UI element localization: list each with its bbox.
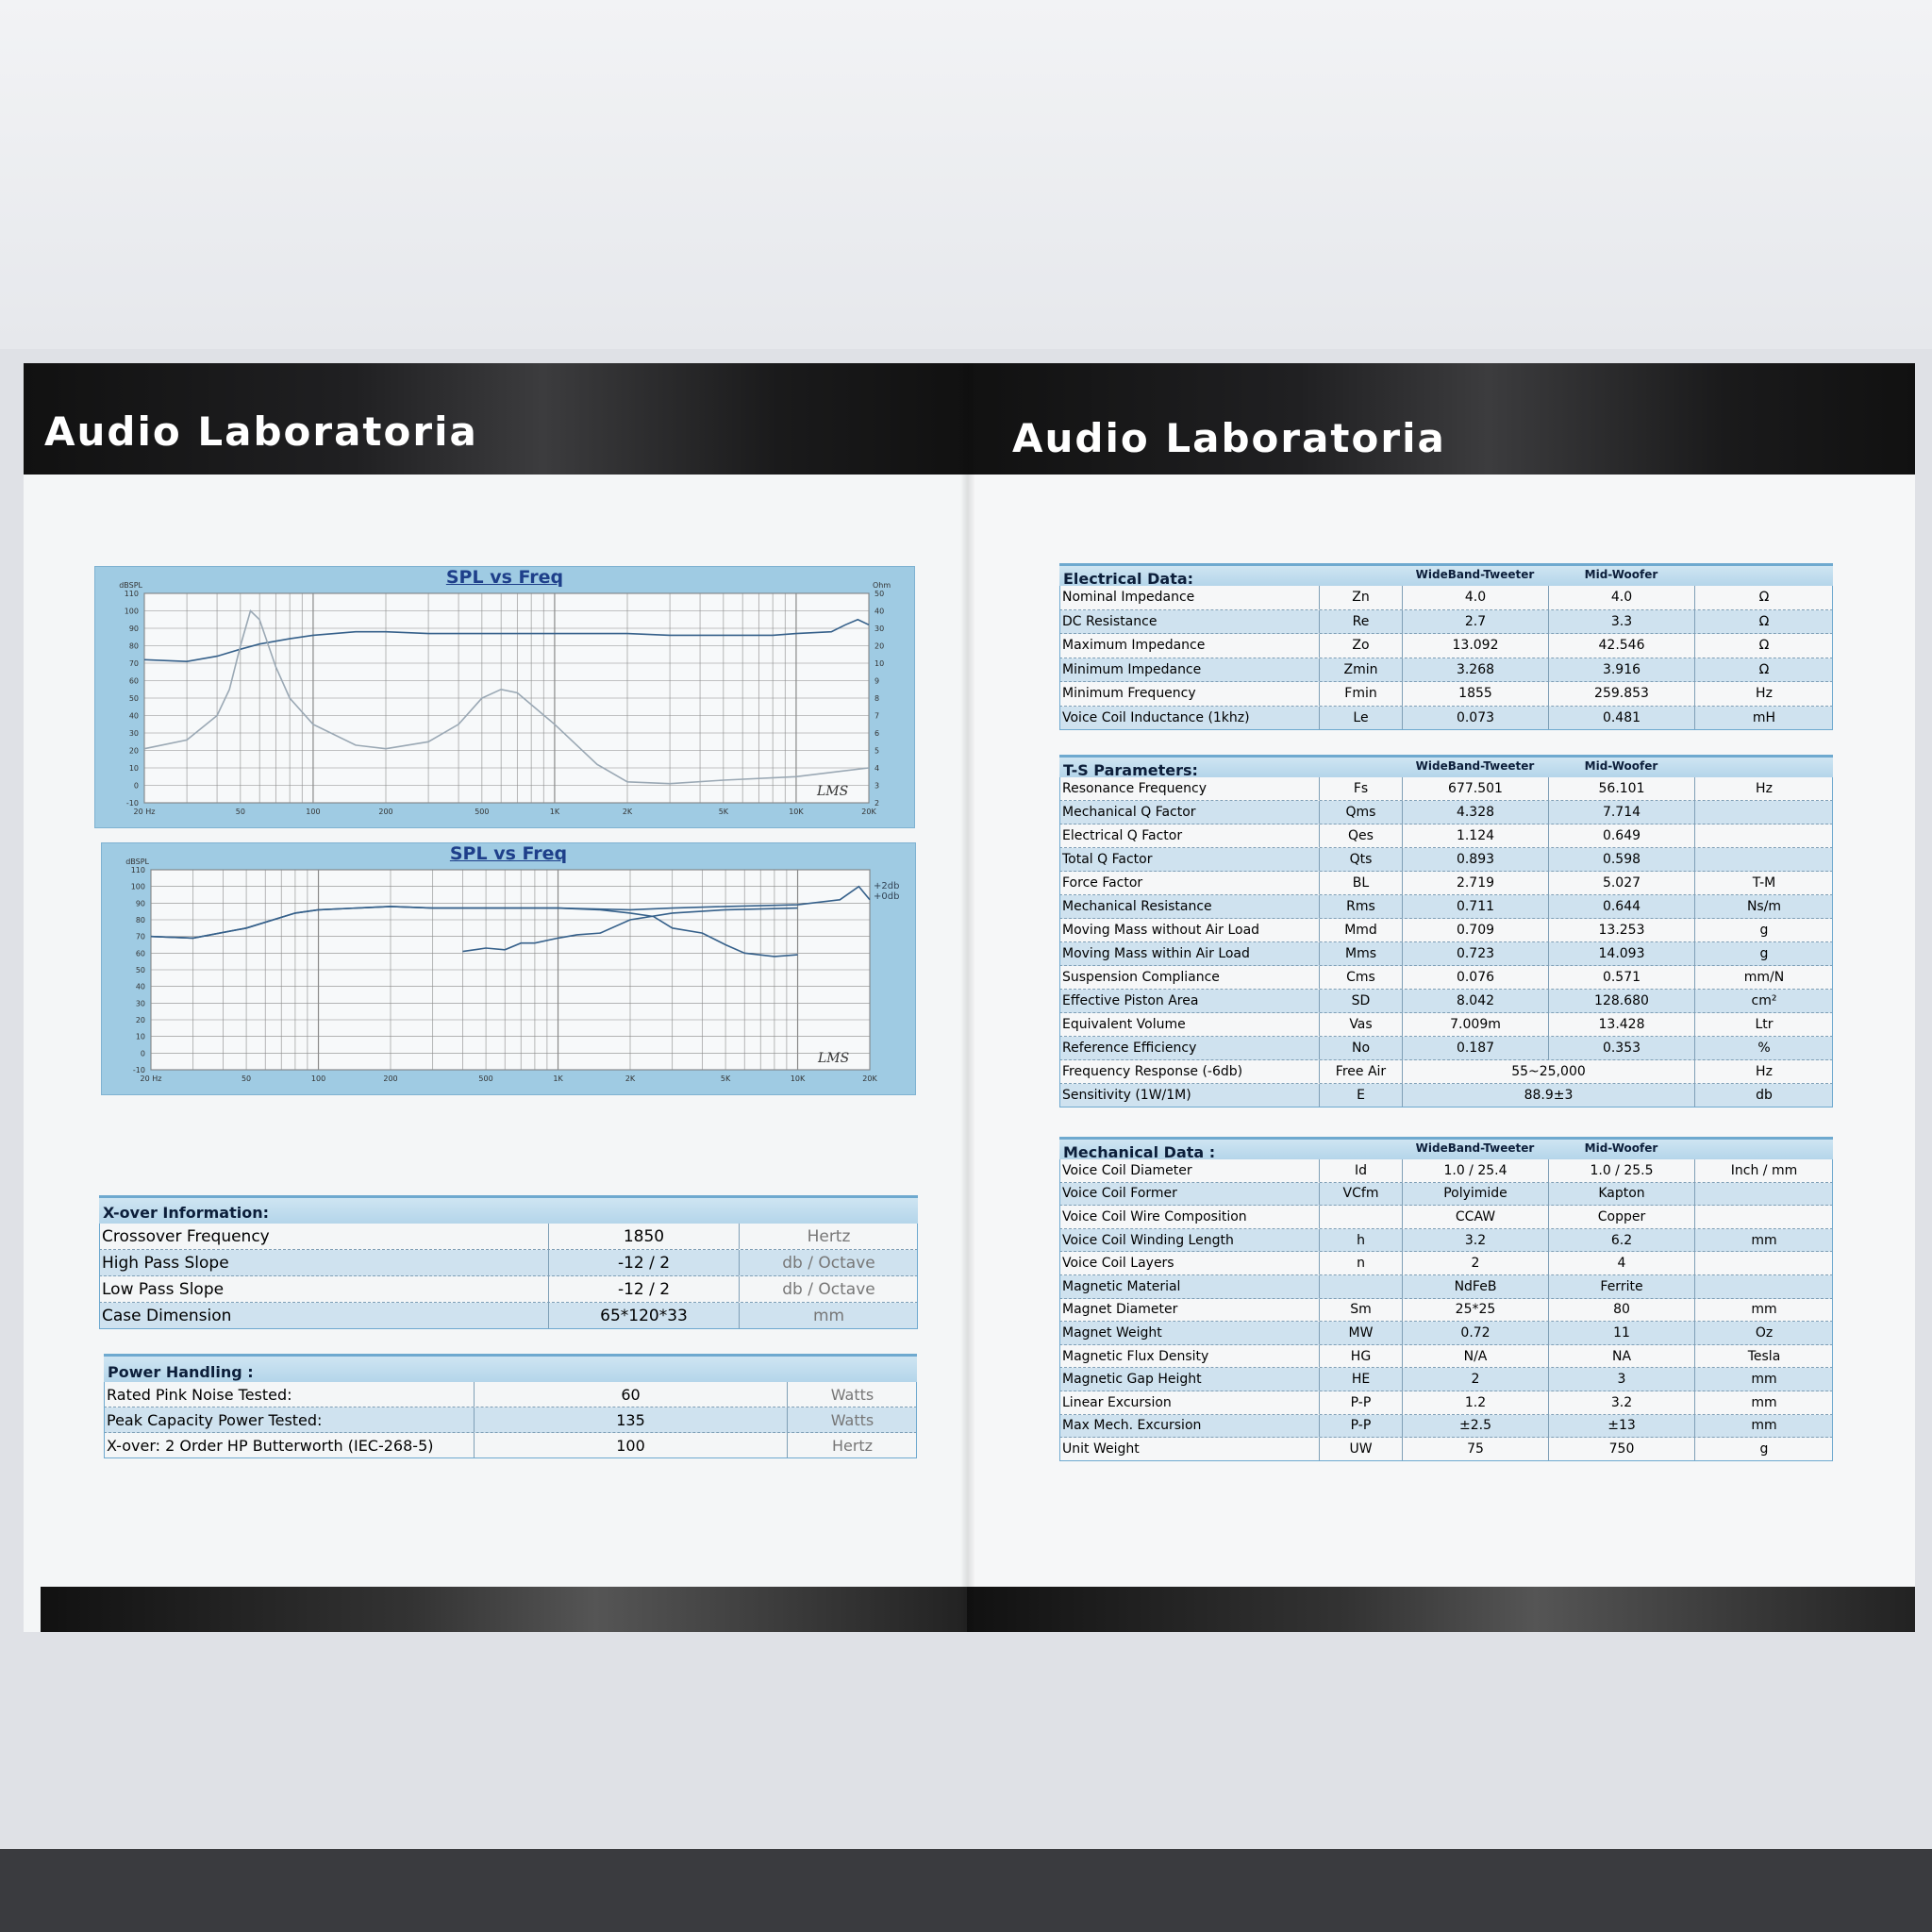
y-tick-label: 70 (128, 659, 139, 668)
param-unit: Ns/m (1694, 895, 1833, 918)
param-unit: Ω (1694, 634, 1833, 658)
woofer-value: 13.428 (1548, 1013, 1694, 1036)
tweeter-value: 0.709 (1402, 919, 1548, 941)
param-unit: g (1694, 919, 1833, 941)
row-unit: Hertz (739, 1224, 918, 1249)
y-tick-label: 100 (124, 607, 139, 616)
tweeter-value: 1855 (1402, 682, 1548, 706)
param-symbol: SD (1319, 990, 1402, 1012)
y-axis-label: dBSPL (119, 581, 142, 590)
param-name: Maximum Impedance (1062, 638, 1206, 654)
y-tick-label: 50 (128, 694, 139, 703)
column-header: Mid-Woofer (1584, 568, 1658, 581)
param-symbol: Zo (1319, 634, 1402, 658)
tweeter-value: 25*25 (1402, 1299, 1548, 1322)
param-unit: Ω (1694, 658, 1833, 682)
row-value: -12 / 2 (548, 1250, 739, 1275)
param-unit: mm (1694, 1391, 1833, 1414)
param-symbol: No (1319, 1037, 1402, 1059)
param-name: Sensitivity (1W/1M) (1062, 1088, 1191, 1103)
y-tick-label: -10 (132, 1066, 145, 1074)
footer-band (41, 1587, 967, 1632)
y-right-tick-label: 8 (874, 694, 880, 703)
y-tick-label: 0 (133, 781, 139, 791)
brand-logo: Audio Laboratoria (1012, 415, 1446, 461)
tweeter-value: 2.7 (1402, 610, 1548, 634)
xover-title: X-over Information: (103, 1204, 269, 1222)
tweeter-value: NdFeB (1402, 1275, 1548, 1298)
signature: LMS (817, 784, 849, 799)
woofer-value: 128.680 (1548, 990, 1694, 1012)
param-symbol: Qts (1319, 848, 1402, 871)
x-tick-label: 200 (378, 808, 393, 816)
row-label: X-over: 2 Order HP Butterworth (IEC-268-5) (107, 1436, 434, 1455)
brand-logo: Audio Laboratoria (44, 408, 478, 455)
param-symbol: P-P (1319, 1391, 1402, 1414)
x-tick-label: 10K (789, 808, 804, 816)
spl-chart-2 (101, 842, 916, 1095)
chart-title: SPL vs Freq (449, 843, 568, 864)
woofer-value: 4 (1548, 1252, 1694, 1274)
tweeter-value: 0.076 (1402, 966, 1548, 989)
signature: LMS (818, 1051, 850, 1066)
x-tick-label: 20 Hz (140, 1074, 162, 1083)
tweeter-value: 2 (1402, 1368, 1548, 1391)
param-unit: T-M (1694, 872, 1833, 894)
background-carpet (0, 1849, 1932, 1932)
param-name: Moving Mass without Air Load (1062, 923, 1260, 938)
y-right-axis-label: Ohm (873, 581, 891, 590)
table-border (99, 1224, 918, 1329)
y-tick-label: 80 (135, 916, 145, 924)
param-symbol: Free Air (1319, 1060, 1402, 1083)
tweeter-value: 1.124 (1402, 824, 1548, 847)
tweeter-value: 4.0 (1402, 586, 1548, 609)
param-name: Nominal Impedance (1062, 590, 1195, 606)
param-symbol: Cms (1319, 966, 1402, 989)
param-name: Mechanical Resistance (1062, 899, 1212, 914)
param-symbol: Re (1319, 610, 1402, 634)
param-name: Electrical Q Factor (1062, 828, 1183, 843)
y-tick-label: 80 (128, 641, 139, 651)
woofer-value: 42.546 (1548, 634, 1694, 658)
y-tick-label: 110 (124, 590, 139, 598)
y-tick-label: 110 (130, 866, 145, 874)
param-symbol: HE (1319, 1368, 1402, 1391)
param-value: 88.9±3 (1402, 1084, 1694, 1107)
woofer-value: 0.353 (1548, 1037, 1694, 1059)
y-tick-label: 20 (135, 1016, 145, 1024)
woofer-value: 5.027 (1548, 872, 1694, 894)
tweeter-value: 0.893 (1402, 848, 1548, 871)
tweeter-value: 0.073 (1402, 707, 1548, 730)
param-name: Moving Mass within Air Load (1062, 946, 1250, 961)
param-unit: Hz (1694, 777, 1833, 800)
param-unit: Hz (1694, 1060, 1833, 1083)
y-tick-label: 60 (128, 676, 139, 686)
woofer-value: 0.481 (1548, 707, 1694, 730)
row-value: 100 (474, 1433, 787, 1457)
x-tick-label: 20K (862, 1074, 877, 1083)
param-unit: g (1694, 1438, 1833, 1460)
woofer-value: 259.853 (1548, 682, 1694, 706)
woofer-value: 1.0 / 25.5 (1548, 1159, 1694, 1182)
electrical-header (1059, 563, 1833, 586)
book-gutter (960, 363, 975, 1632)
tweeter-value: 1.0 / 25.4 (1402, 1159, 1548, 1182)
row-label: Crossover Frequency (102, 1226, 270, 1246)
y-tick-label: 0 (140, 1049, 145, 1058)
woofer-value: 14.093 (1548, 942, 1694, 965)
y-tick-label: 70 (135, 932, 145, 941)
table-title: Electrical Data: (1063, 570, 1194, 588)
param-symbol: Le (1319, 707, 1402, 730)
param-symbol: Fmin (1319, 682, 1402, 706)
param-symbol: h (1319, 1229, 1402, 1252)
x-tick-label: 5K (718, 808, 729, 816)
table-title: Mechanical Data : (1063, 1143, 1216, 1161)
tweeter-value: 0.723 (1402, 942, 1548, 965)
table-border (104, 1382, 917, 1458)
param-name: Minimum Impedance (1062, 661, 1202, 677)
row-label: Peak Capacity Power Tested: (107, 1410, 323, 1429)
row-value: 1850 (548, 1224, 739, 1249)
y-tick-label: 90 (128, 625, 139, 633)
tweeter-value: 1.2 (1402, 1391, 1548, 1414)
woofer-value: Ferrite (1548, 1275, 1694, 1298)
param-name: Suspension Compliance (1062, 970, 1220, 985)
table-title: T-S Parameters: (1063, 761, 1198, 779)
param-symbol: P-P (1319, 1415, 1402, 1438)
param-unit: Ω (1694, 610, 1833, 634)
y-tick-label: 100 (130, 882, 145, 891)
param-symbol: BL (1319, 872, 1402, 894)
param-name: Magnet Diameter (1062, 1302, 1178, 1318)
x-tick-label: 100 (306, 808, 321, 816)
param-symbol: Mmd (1319, 919, 1402, 941)
param-name: Mechanical Q Factor (1062, 805, 1196, 820)
param-unit: cm² (1694, 990, 1833, 1012)
chart-svg (102, 843, 915, 1094)
column-header: WideBand-Tweeter (1415, 1141, 1535, 1155)
param-symbol: Vas (1319, 1013, 1402, 1036)
ts-header (1059, 755, 1833, 777)
y-right-tick-label: 2 (874, 799, 880, 808)
tweeter-value: 7.009m (1402, 1013, 1548, 1036)
tweeter-value: 677.501 (1402, 777, 1548, 800)
y-right-tick-label: 9 (874, 676, 880, 686)
param-name: Frequency Response (-6db) (1062, 1064, 1243, 1079)
param-symbol: Zn (1319, 586, 1402, 609)
table-border (1059, 777, 1833, 1108)
y-right-tick-label: 7 (874, 711, 880, 721)
param-symbol: Rms (1319, 895, 1402, 918)
param-name: Voice Coil Inductance (1khz) (1062, 709, 1250, 725)
param-name: Linear Excursion (1062, 1394, 1172, 1410)
y-tick-label: 30 (135, 999, 145, 1008)
y-tick-label: 40 (128, 711, 139, 721)
param-unit: Tesla (1694, 1345, 1833, 1368)
y-tick-label: 30 (128, 729, 139, 738)
woofer-value: 0.598 (1548, 848, 1694, 871)
param-name: Voice Coil Layers (1062, 1256, 1174, 1272)
xover-header (99, 1195, 918, 1224)
param-symbol: UW (1319, 1438, 1402, 1460)
y-tick-label: 10 (128, 764, 139, 773)
woofer-value: Kapton (1548, 1183, 1694, 1206)
param-symbol: VCfm (1319, 1183, 1402, 1206)
chart-title: SPL vs Freq (445, 567, 564, 588)
mechanical-header (1059, 1137, 1833, 1159)
param-name: Reference Efficiency (1062, 1041, 1197, 1056)
param-name: Resonance Frequency (1062, 781, 1207, 796)
x-tick-label: 2K (622, 808, 633, 816)
param-name: Voice Coil Wire Composition (1062, 1208, 1247, 1224)
y-right-tick-label: 3 (874, 781, 880, 791)
param-symbol: n (1319, 1252, 1402, 1274)
x-tick-label: 100 (310, 1074, 326, 1083)
param-unit: db (1694, 1084, 1833, 1107)
x-tick-label: 2K (625, 1074, 636, 1083)
row-value: 65*120*33 (548, 1303, 739, 1328)
left-page (24, 363, 967, 1632)
param-symbol: Qes (1319, 824, 1402, 847)
row-unit: Watts (787, 1407, 917, 1432)
y-tick-label: 10 (135, 1032, 145, 1041)
param-unit: g (1694, 942, 1833, 965)
woofer-value: Copper (1548, 1206, 1694, 1228)
y-right-tick-label: 5 (874, 746, 880, 756)
param-name: Total Q Factor (1062, 852, 1153, 867)
column-header: WideBand-Tweeter (1415, 759, 1535, 773)
x-tick-label: 1K (553, 1074, 563, 1083)
row-value: -12 / 2 (548, 1276, 739, 1302)
param-unit: mm (1694, 1368, 1833, 1391)
woofer-value: 80 (1548, 1299, 1694, 1322)
tweeter-value: 4.328 (1402, 801, 1548, 824)
row-value: 135 (474, 1407, 787, 1432)
param-name: DC Resistance (1062, 613, 1158, 629)
param-name: Effective Piston Area (1062, 993, 1199, 1008)
chart-svg (95, 567, 914, 827)
param-symbol: Fs (1319, 777, 1402, 800)
x-tick-label: 200 (383, 1074, 398, 1083)
row-label: Low Pass Slope (102, 1279, 225, 1299)
y-tick-label: 60 (135, 949, 145, 958)
x-tick-label: 50 (235, 808, 245, 816)
param-name: Voice Coil Former (1062, 1186, 1177, 1202)
param-name: Voice Coil Winding Length (1062, 1232, 1234, 1248)
x-tick-label: 50 (241, 1074, 252, 1083)
row-label: Rated Pink Noise Tested: (107, 1385, 292, 1404)
param-symbol: Qms (1319, 801, 1402, 824)
y-right-tick-label: 40 (874, 607, 885, 616)
y-tick-label: 50 (135, 966, 145, 974)
woofer-value: 56.101 (1548, 777, 1694, 800)
param-name: Magnetic Gap Height (1062, 1372, 1202, 1388)
row-label: High Pass Slope (102, 1253, 229, 1273)
woofer-value: 6.2 (1548, 1229, 1694, 1252)
power-title: Power Handling : (108, 1363, 254, 1381)
legend-item: +0db (874, 891, 900, 902)
param-name: Force Factor (1062, 875, 1143, 891)
woofer-value: 3.916 (1548, 658, 1694, 682)
y-tick-label: 20 (128, 746, 139, 756)
x-tick-label: 500 (475, 808, 490, 816)
woofer-value: 0.571 (1548, 966, 1694, 989)
x-tick-label: 20K (861, 808, 876, 816)
tweeter-value: CCAW (1402, 1206, 1548, 1228)
param-unit: mH (1694, 707, 1833, 730)
tweeter-value: 3.268 (1402, 658, 1548, 682)
param-value: 55~25,000 (1402, 1060, 1694, 1083)
param-name: Max Mech. Excursion (1062, 1418, 1202, 1434)
table-border (1059, 1159, 1833, 1461)
y-tick-label: 90 (135, 899, 145, 908)
woofer-value: 3.3 (1548, 610, 1694, 634)
column-header: WideBand-Tweeter (1415, 568, 1535, 581)
table-border (1059, 586, 1833, 730)
woofer-value: 0.649 (1548, 824, 1694, 847)
param-unit: Ltr (1694, 1013, 1833, 1036)
x-tick-label: 500 (478, 1074, 493, 1083)
power-header (104, 1354, 917, 1382)
tweeter-value: 3.2 (1402, 1229, 1548, 1252)
param-unit: mm (1694, 1229, 1833, 1252)
row-unit: mm (739, 1303, 918, 1328)
param-symbol: HG (1319, 1345, 1402, 1368)
tweeter-value: 13.092 (1402, 634, 1548, 658)
param-name: Minimum Frequency (1062, 686, 1196, 702)
woofer-value: 750 (1548, 1438, 1694, 1460)
tweeter-value: 0.711 (1402, 895, 1548, 918)
param-unit: % (1694, 1037, 1833, 1059)
y-right-tick-label: 10 (874, 659, 885, 668)
y-right-tick-label: 20 (874, 641, 885, 651)
x-tick-label: 5K (720, 1074, 731, 1083)
param-unit: Ω (1694, 586, 1833, 609)
param-unit: Hz (1694, 682, 1833, 706)
x-tick-label: 20 Hz (133, 808, 156, 816)
legend-item: +2db (874, 881, 900, 891)
y-axis-label: dBSPL (125, 858, 149, 866)
column-header: Mid-Woofer (1584, 1141, 1658, 1155)
y-tick-label: -10 (125, 799, 139, 808)
row-unit: Watts (787, 1382, 917, 1407)
param-name: Voice Coil Diameter (1062, 1162, 1192, 1178)
param-name: Unit Weight (1062, 1441, 1140, 1457)
param-symbol: Id (1319, 1159, 1402, 1182)
woofer-value: 11 (1548, 1322, 1694, 1344)
param-name: Magnetic Material (1062, 1278, 1181, 1294)
tweeter-value: N/A (1402, 1345, 1548, 1368)
woofer-value: 3 (1548, 1368, 1694, 1391)
tweeter-value: Polyimide (1402, 1183, 1548, 1206)
tweeter-value: 8.042 (1402, 990, 1548, 1012)
y-right-tick-label: 30 (874, 625, 885, 633)
y-right-tick-label: 6 (874, 729, 880, 738)
y-right-tick-label: 50 (874, 590, 885, 598)
woofer-value: 13.253 (1548, 919, 1694, 941)
row-unit: db / Octave (739, 1250, 918, 1275)
footer-band (967, 1587, 1915, 1632)
woofer-value: 0.644 (1548, 895, 1694, 918)
x-tick-label: 1K (549, 808, 560, 816)
woofer-value: 3.2 (1548, 1391, 1694, 1414)
right-page (967, 363, 1915, 1632)
param-name: Magnet Weight (1062, 1324, 1162, 1341)
tweeter-value: 0.187 (1402, 1037, 1548, 1059)
background-wall (0, 0, 1932, 349)
woofer-value: NA (1548, 1345, 1694, 1368)
row-unit: db / Octave (739, 1276, 918, 1302)
tweeter-value: ±2.5 (1402, 1415, 1548, 1438)
param-unit: mm (1694, 1299, 1833, 1322)
param-symbol: MW (1319, 1322, 1402, 1344)
woofer-value: ±13 (1548, 1415, 1694, 1438)
param-symbol: Zmin (1319, 658, 1402, 682)
woofer-value: 4.0 (1548, 586, 1694, 609)
param-unit: mm (1694, 1415, 1833, 1438)
row-value: 60 (474, 1382, 787, 1407)
param-name: Equivalent Volume (1062, 1017, 1186, 1032)
spl-chart-1 (94, 566, 915, 828)
param-symbol: E (1319, 1084, 1402, 1107)
param-unit: Inch / mm (1694, 1159, 1833, 1182)
y-tick-label: 40 (135, 982, 145, 991)
column-header: Mid-Woofer (1584, 759, 1658, 773)
param-unit: Oz (1694, 1322, 1833, 1344)
tweeter-value: 2 (1402, 1252, 1548, 1274)
param-symbol: Mms (1319, 942, 1402, 965)
woofer-value: 7.714 (1548, 801, 1694, 824)
tweeter-value: 75 (1402, 1438, 1548, 1460)
param-symbol: Sm (1319, 1299, 1402, 1322)
x-tick-label: 10K (790, 1074, 806, 1083)
y-right-tick-label: 4 (874, 764, 880, 773)
param-unit: mm/N (1694, 966, 1833, 989)
row-label: Case Dimension (102, 1306, 232, 1325)
row-unit: Hertz (787, 1433, 917, 1457)
tweeter-value: 0.72 (1402, 1322, 1548, 1344)
tweeter-value: 2.719 (1402, 872, 1548, 894)
param-name: Magnetic Flux Density (1062, 1348, 1209, 1364)
